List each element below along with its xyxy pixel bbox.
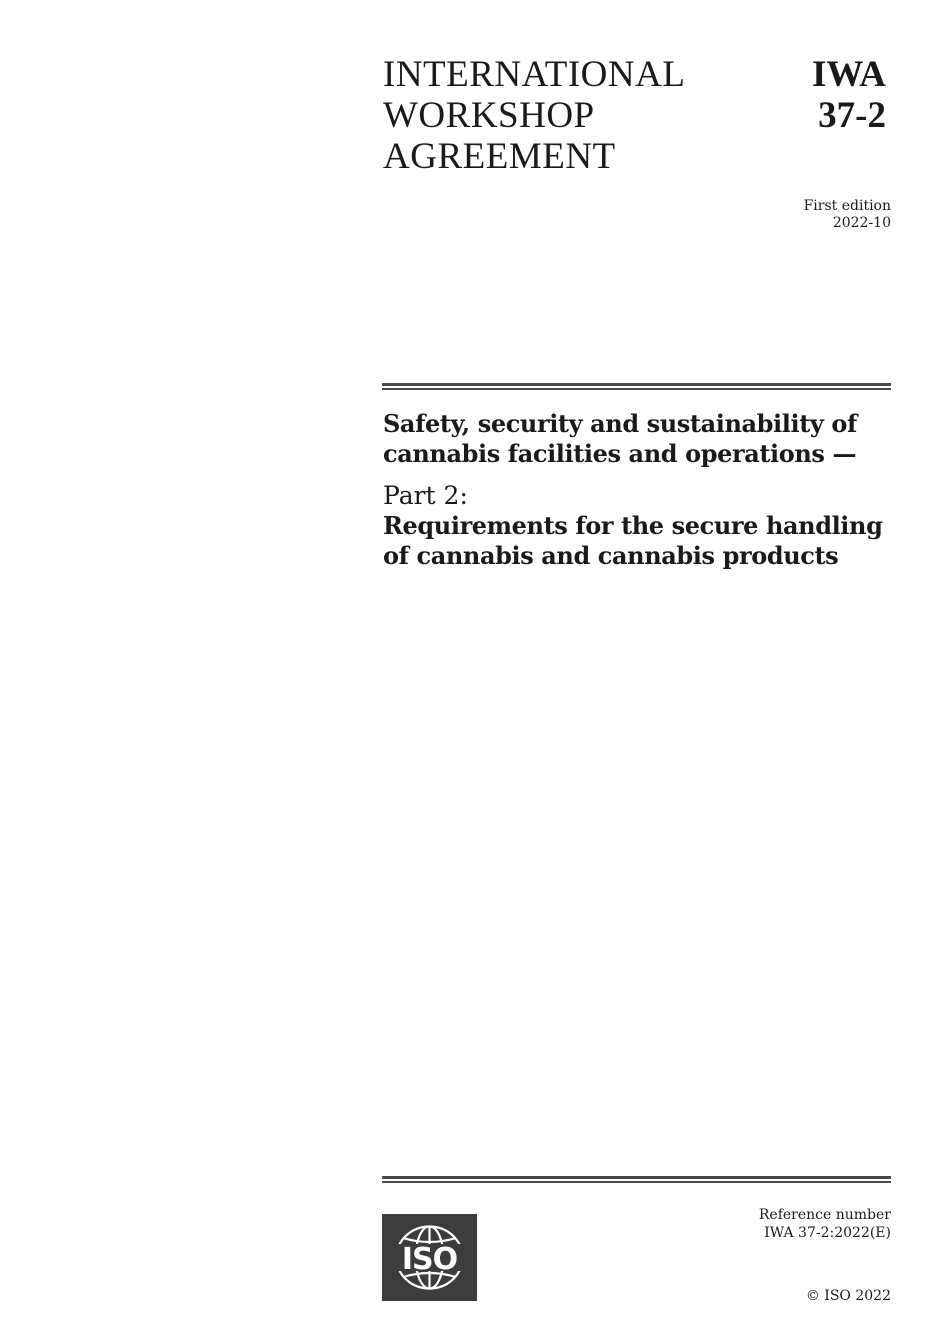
part-title xyxy=(383,511,903,571)
main-title xyxy=(383,409,903,469)
edition-info xyxy=(804,198,891,232)
iso-logo xyxy=(382,1214,477,1301)
part-title-line: of cannabis and cannabis products xyxy=(383,541,839,570)
copyright-notice: © ISO 2022 xyxy=(805,1288,891,1304)
logo-text: ISO xyxy=(401,1242,458,1277)
document-type xyxy=(383,54,685,177)
edition-label: First edition xyxy=(803,198,891,214)
document-type-line: INTERNATIONAL xyxy=(383,54,686,95)
main-title-line: cannabis facilities and operations — xyxy=(383,439,857,468)
reference-info xyxy=(759,1206,891,1242)
part-label: Part 2: xyxy=(383,481,468,510)
main-title-line: Safety, security and sustainability of xyxy=(383,409,857,438)
document-number-value: 37-2 xyxy=(818,95,886,136)
reference-label: Reference number xyxy=(758,1207,891,1223)
title-block xyxy=(383,409,903,571)
edition-date: 2022-10 xyxy=(832,215,891,231)
bottom-divider xyxy=(382,1176,891,1183)
top-divider xyxy=(382,383,891,390)
document-type-line: WORKSHOP xyxy=(383,95,595,136)
document-type-line: AGREEMENT xyxy=(383,136,616,177)
part-title-line: Requirements for the secure handling xyxy=(383,511,883,540)
document-number-prefix: IWA xyxy=(811,54,886,95)
document-number xyxy=(812,54,886,136)
reference-number: IWA 37-2:2022(E) xyxy=(764,1225,891,1241)
